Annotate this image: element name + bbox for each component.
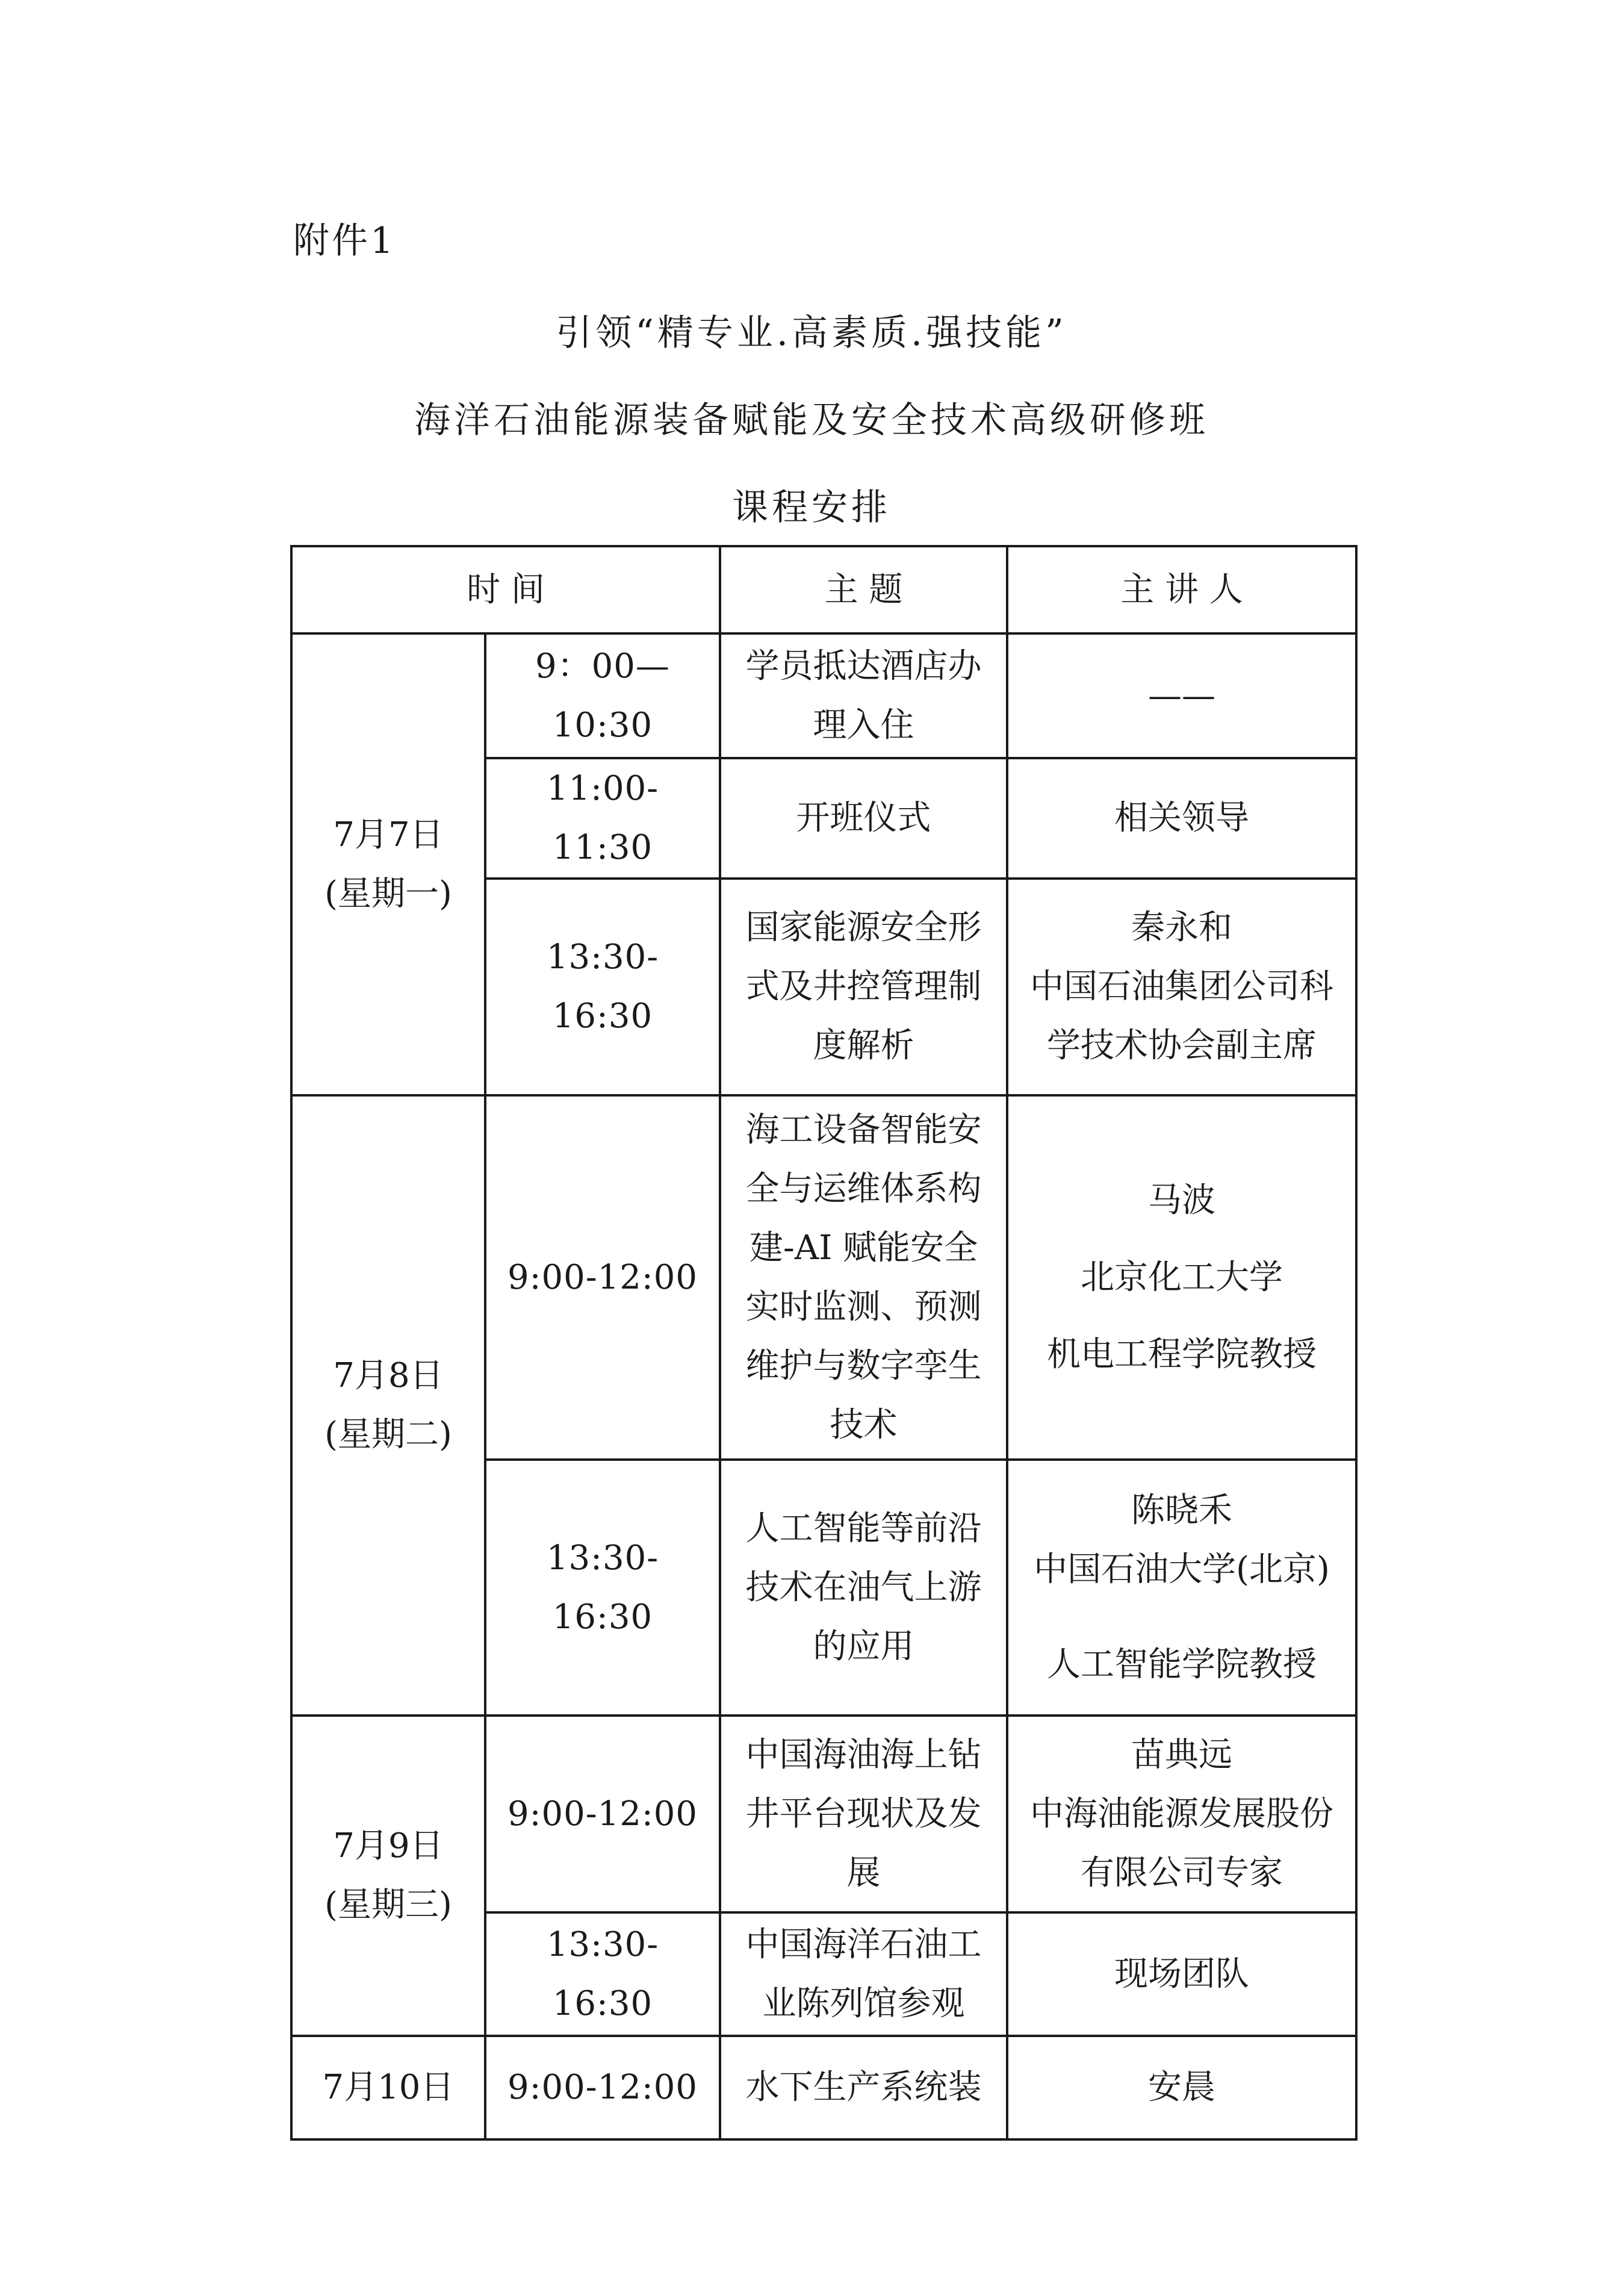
speaker-line: 陈晓禾 <box>1131 1490 1232 1530</box>
speaker-line: 学技术协会副主席 <box>1047 1026 1317 1065</box>
speaker-line: 中海油能源发展股份 <box>1030 1794 1333 1834</box>
header-speaker: 主 讲 人 <box>1007 546 1356 633</box>
topic-line: 展 <box>846 1853 881 1893</box>
speaker-line: 有限公司专家 <box>1081 1853 1283 1893</box>
topic-cell <box>720 633 1007 758</box>
topic-line: 建-AI 赋能安全 <box>749 1228 978 1268</box>
topic-line: 维护与数字孪生 <box>745 1346 982 1386</box>
topic-line: 全与运维体系构 <box>745 1169 982 1209</box>
date-cell <box>291 1716 485 2036</box>
weekday-text: (星期一) <box>324 874 452 913</box>
time-cell: 9:00-12:00 <box>485 2036 720 2139</box>
speaker-cell <box>1007 1460 1356 1716</box>
date-text: 7月10日 <box>322 2068 455 2107</box>
topic-cell <box>720 758 1007 879</box>
time-cell: 13:30-16:30 <box>485 1460 720 1716</box>
table-row <box>291 2036 1356 2139</box>
schedule-table <box>290 545 1358 2141</box>
topic-cell <box>720 1716 1007 1912</box>
date-cell <box>291 633 485 1095</box>
speaker-spacer <box>1025 1599 1338 1635</box>
topic-line: 业陈列馆参观 <box>762 1983 965 2023</box>
speaker-line: 苗典远 <box>1131 1735 1232 1775</box>
date-text: 7月7日 <box>333 815 444 854</box>
weekday-text: (星期三) <box>324 1885 452 1924</box>
speaker-cell <box>1007 1912 1356 2036</box>
table-row <box>291 1095 1356 1460</box>
topic-line: 水下生产系统装 <box>745 2068 982 2107</box>
attachment-label: 附件1 <box>293 220 396 262</box>
topic-line: 学员抵达酒店办 <box>745 646 982 686</box>
time-cell: 9:00-12:00 <box>485 1716 720 1912</box>
header-time: 时 间 <box>291 546 720 633</box>
speaker-cell <box>1007 633 1356 758</box>
topic-line: 海工设备智能安 <box>745 1110 982 1150</box>
title-line-1: 引领“精专业.高素质.强技能” <box>556 312 1067 354</box>
speaker-line: 中国石油大学(北京) <box>1034 1549 1330 1589</box>
title-line-3: 课程安排 <box>732 487 891 529</box>
topic-line: 技术 <box>830 1405 898 1445</box>
topic-cell <box>720 1095 1007 1460</box>
header-topic: 主 题 <box>720 546 1007 633</box>
speaker-line: 人工智能学院教授 <box>1047 1644 1317 1684</box>
time-cell: 11:00-11:30 <box>485 758 720 879</box>
topic-cell <box>720 879 1007 1095</box>
speaker-cell <box>1007 1716 1356 1912</box>
topic-line: 技术在油气上游 <box>745 1567 982 1607</box>
speaker-line: 相关领导 <box>1114 798 1249 838</box>
topic-line: 开班仪式 <box>796 798 931 838</box>
topic-line: 中国海油海上钻 <box>745 1735 982 1775</box>
weekday-text: (星期二) <box>324 1415 452 1454</box>
speaker-cell <box>1007 879 1356 1095</box>
time-cell: 13:30-16:30 <box>485 879 720 1095</box>
date-text: 7月8日 <box>333 1356 444 1395</box>
date-text: 7月9日 <box>333 1826 444 1865</box>
topic-line: 井平台现状及发 <box>745 1794 982 1834</box>
speaker-line: 北京化工大学 <box>1081 1257 1283 1297</box>
time-cell: 9:00-12:00 <box>485 1095 720 1460</box>
topic-line: 国家能源安全形 <box>745 908 982 947</box>
speaker-line: 马波 <box>1148 1180 1215 1220</box>
time-cell: 9：00—10:30 <box>485 633 720 758</box>
speaker-line: 秦永和 <box>1131 908 1232 947</box>
date-cell <box>291 1095 485 1716</box>
table-header-row <box>291 546 1356 633</box>
speaker-line: —— <box>1148 676 1215 715</box>
speaker-cell <box>1007 1095 1356 1460</box>
speaker-line: 安晨 <box>1148 2068 1215 2107</box>
topic-line: 度解析 <box>813 1026 914 1065</box>
topic-cell <box>720 1912 1007 2036</box>
topic-line: 的应用 <box>813 1626 914 1666</box>
topic-line: 实时监测、预测 <box>745 1287 982 1327</box>
topic-line: 理入住 <box>813 705 914 745</box>
table-row <box>291 1716 1356 1912</box>
time-cell: 13:30-16:30 <box>485 1912 720 2036</box>
topic-cell <box>720 1460 1007 1716</box>
title-line-2: 海洋石油能源装备赋能及安全技术高级研修班 <box>414 399 1209 441</box>
topic-line: 式及井控管理制 <box>745 967 982 1006</box>
topic-line: 中国海洋石油工 <box>745 1924 982 1964</box>
speaker-cell <box>1007 758 1356 879</box>
speaker-line: 现场团队 <box>1114 1954 1249 1994</box>
topic-cell <box>720 2036 1007 2139</box>
date-cell <box>291 2036 485 2139</box>
speaker-line: 中国石油集团公司科 <box>1030 967 1333 1006</box>
topic-line: 人工智能等前沿 <box>745 1508 982 1548</box>
speaker-line: 机电工程学院教授 <box>1047 1334 1317 1374</box>
table-row <box>291 633 1356 758</box>
speaker-cell <box>1007 2036 1356 2139</box>
